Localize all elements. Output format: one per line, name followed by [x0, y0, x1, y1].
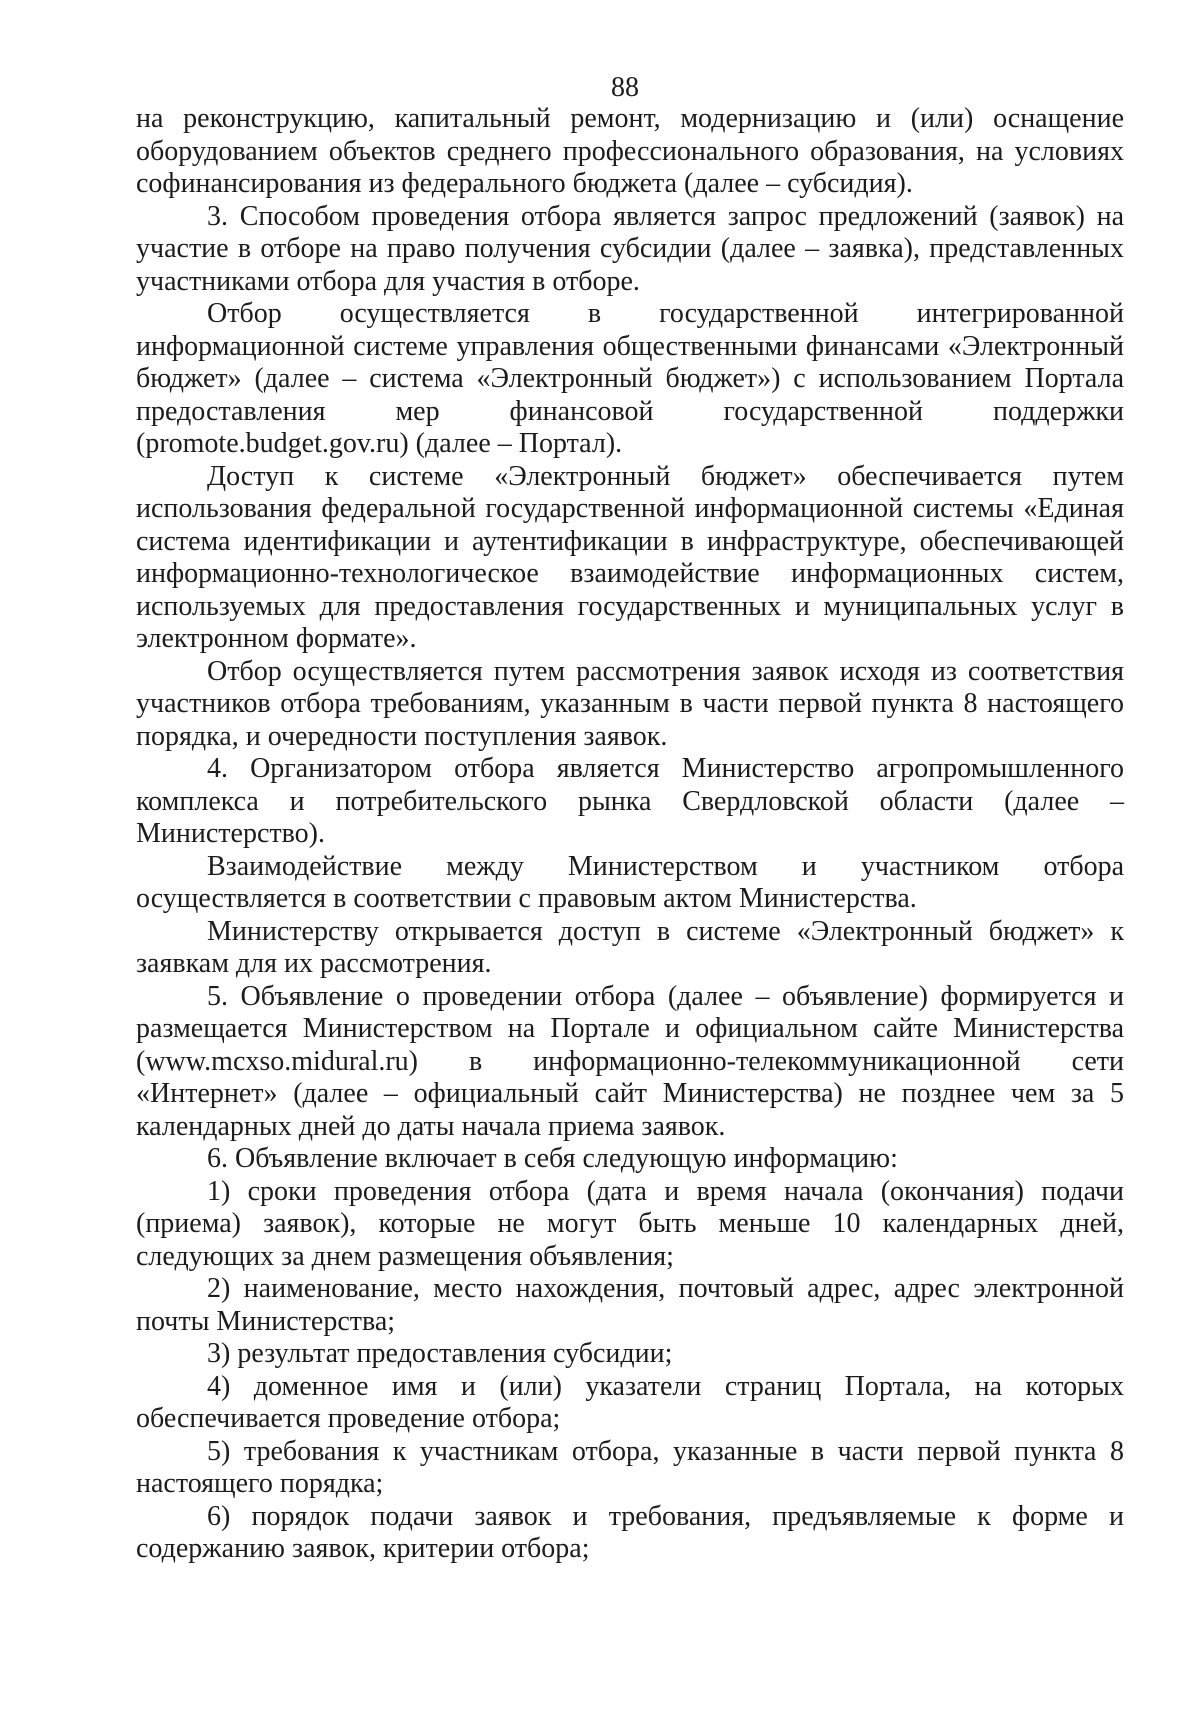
- paragraph-item-5: 5. Объявление о проведении отбора (далее – объявление) формируется и размещается Министерством на Портале и официальном сайте Министерства (www.mcxso.midural.ru) в информационно-телекоммуникационной сети «Интернет» (далее – официальный сайт Министерства) не позднее чем за 5 календарных дней до даты начала приема заявок.: [136, 980, 1124, 1142]
- paragraph-item-4: 4. Организатором отбора является Министерство агропромышленного комплекса и потребительского рынка Свердловской области (далее – Министерство).: [136, 753, 1124, 849]
- paragraph-ministry-access: Министерству открывается доступ в системе «Электронный бюджет» к заявкам для их рассмотрения.: [136, 915, 1124, 979]
- list-item-1: 1) сроки проведения отбора (дата и время начала (окончания) подачи (приема) заявок), которые не могут быть меньше 10 календарных дней, следующих за днем размещения объявления;: [136, 1175, 1124, 1272]
- list-item-2: 2) наименование, место нахождения, почтовый адрес, адрес электронной почты Министерства;: [136, 1273, 1124, 1337]
- paragraph-continuation: на реконструкцию, капитальный ремонт, модернизацию и (или) оснащение оборудованием объектов среднего профессионального образования, на условиях софинансирования из федерального бюджета (далее – субсидия).: [136, 103, 1124, 199]
- page-number: 88: [611, 72, 639, 103]
- list-item-4: 4) доменное имя и (или) указатели страниц Портала, на которых обеспечивается проведение отбора;: [136, 1370, 1124, 1434]
- list-item-3: 3) результат предоставления субсидии;: [207, 1338, 673, 1369]
- paragraph-selection-method: Отбор осуществляется путем рассмотрения заявок исходя из соответствия участников отбора требованиям, указанным в части первой пункта 8 настоящего порядка, и очередности поступления заявок.: [136, 655, 1124, 752]
- list-item-6: 6) порядок подачи заявок и требования, предъявляемые к форме и содержанию заявок, критерии отбора;: [136, 1500, 1124, 1564]
- paragraph-item-6: 6. Объявление включает в себя следующую информацию:: [207, 1143, 898, 1174]
- paragraph-selection-system: Отбор осуществляется в государственной интегрированной информационной системе управления общественными финансами «Электронный бюджет» (далее – система «Электронный бюджет») с использованием Портала предоставления мер финансовой государственной поддержки (promote.budget.gov.ru) (далее – Портал).: [136, 298, 1124, 459]
- list-item-5: 5) требования к участникам отбора, указанные в части первой пункта 8 настоящего порядка;: [136, 1435, 1124, 1499]
- paragraph-system-access: Доступ к системе «Электронный бюджет» обеспечивается путем использования федеральной государственной информационной системы «Единая система идентификации и аутентификации в инфраструктуре, обеспечивающей информационно-технологическое взаимодействие информационных систем, используемых для предоставления государственных и муниципальных услуг в электронном формате».: [136, 460, 1124, 654]
- document-body: [136, 103, 1124, 1566]
- paragraph-interaction: Взаимодействие между Министерством и участником отбора осуществляется в соответствии с правовым актом Министерства.: [136, 850, 1124, 914]
- paragraph-item-3: 3. Способом проведения отбора является запрос предложений (заявок) на участие в отборе на право получения субсидии (далее – заявка), представленных участниками отбора для участия в отборе.: [136, 200, 1124, 297]
